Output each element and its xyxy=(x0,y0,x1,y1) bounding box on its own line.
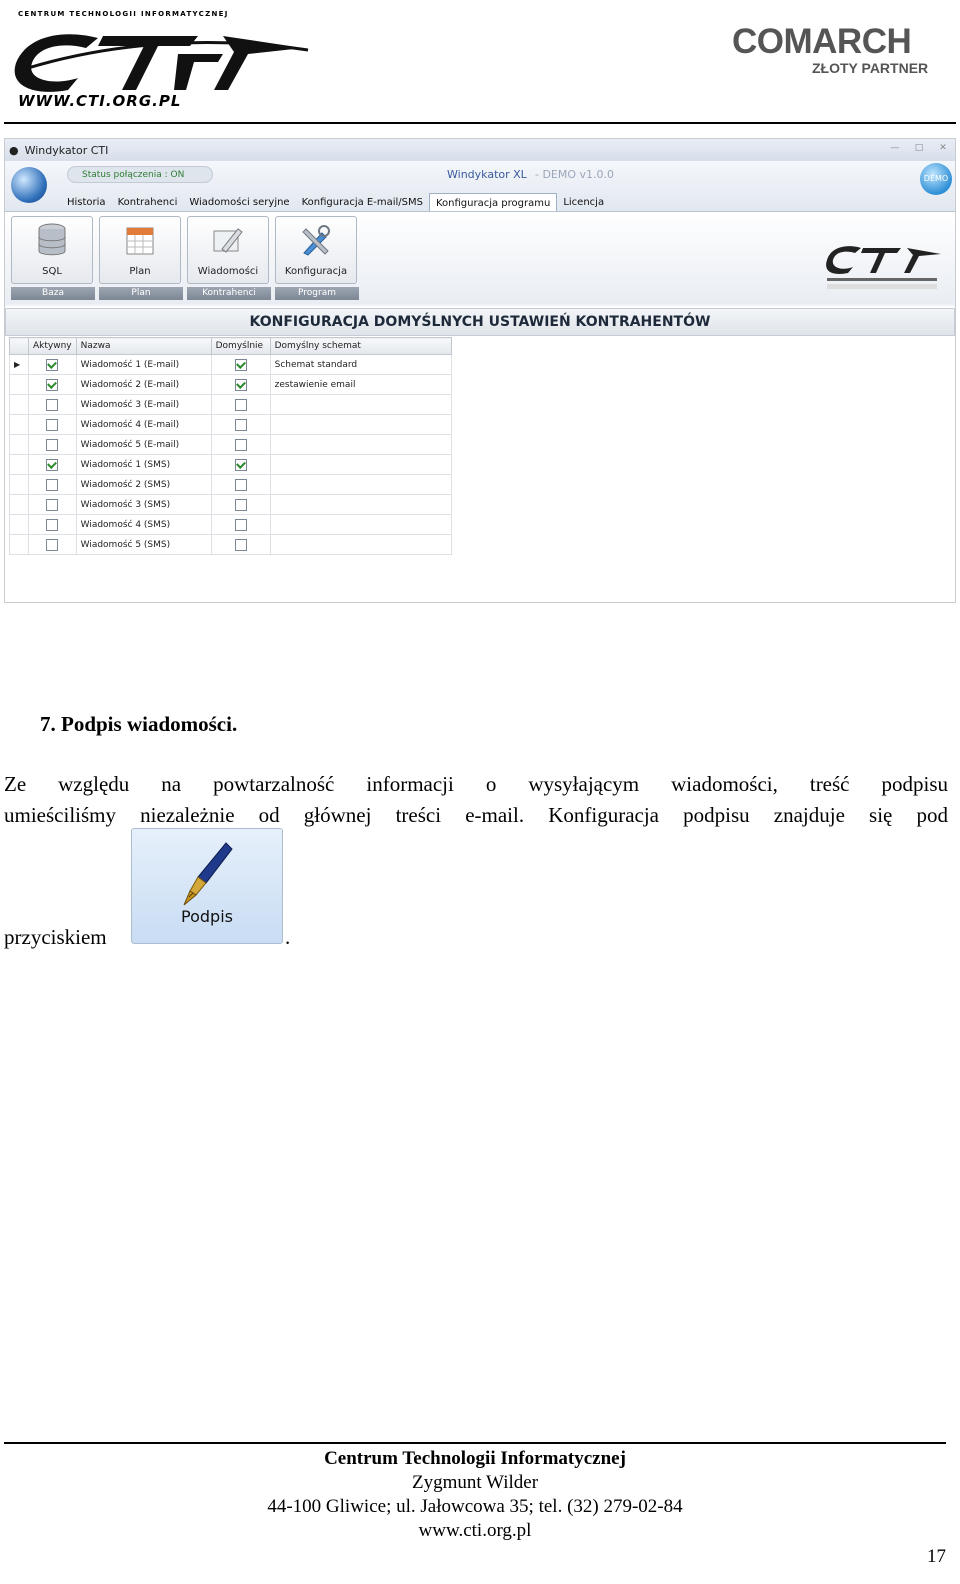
contractor-settings-grid xyxy=(9,337,452,555)
column-header-aktywny[interactable]: Aktywny xyxy=(29,338,77,355)
default-checkbox[interactable] xyxy=(235,499,247,511)
tab-wiadomosci-seryjne[interactable]: Wiadomości seryjne xyxy=(189,197,290,208)
footer-org: Centrum Technologii Informatycznej xyxy=(324,1448,626,1469)
cell-domyslny-schemat[interactable] xyxy=(270,395,451,415)
active-checkbox[interactable] xyxy=(46,379,58,391)
group-baza: Baza xyxy=(11,287,95,300)
cell-domyslny-schemat[interactable] xyxy=(270,455,451,475)
default-checkbox[interactable] xyxy=(235,399,247,411)
active-checkbox[interactable] xyxy=(46,539,58,551)
cell-domyslny-schemat[interactable] xyxy=(270,415,451,435)
cell-aktywny xyxy=(29,535,77,555)
default-checkbox[interactable] xyxy=(235,519,247,531)
cell-domyslny-schemat[interactable] xyxy=(270,435,451,455)
cell-domyslny-schemat[interactable]: zestawienie email xyxy=(270,375,451,395)
default-checkbox[interactable] xyxy=(235,539,247,551)
column-header-domyslnie[interactable]: Domyślnie xyxy=(211,338,270,355)
wiadomosci-button[interactable] xyxy=(187,216,269,284)
fountain-pen-icon xyxy=(176,839,236,909)
default-checkbox[interactable] xyxy=(235,379,247,391)
table-row[interactable] xyxy=(10,395,452,415)
footer-rule xyxy=(4,1442,946,1444)
sql-button[interactable] xyxy=(11,216,93,284)
cell-aktywny xyxy=(29,435,77,455)
app-screenshot xyxy=(4,138,956,603)
cell-nazwa[interactable]: Wiadomość 5 (E-mail) xyxy=(76,435,211,455)
ribbon xyxy=(5,211,955,304)
logo-url: WWW.CTI.ORG.PL xyxy=(18,92,182,110)
calendar-icon xyxy=(124,223,156,257)
group-plan: Plan xyxy=(99,287,183,300)
table-row[interactable] xyxy=(10,455,452,475)
row-selector-header xyxy=(10,338,29,355)
cell-nazwa[interactable]: Wiadomość 3 (SMS) xyxy=(76,495,211,515)
app-icon: ● xyxy=(9,143,19,157)
cell-nazwa[interactable]: Wiadomość 5 (SMS) xyxy=(76,535,211,555)
database-icon xyxy=(36,223,68,257)
row-selector[interactable] xyxy=(10,455,29,475)
column-header-nazwa[interactable]: Nazwa xyxy=(76,338,211,355)
tab-kontrahenci[interactable]: Kontrahenci xyxy=(117,197,178,208)
active-checkbox[interactable] xyxy=(46,519,58,531)
cell-domyslny-schemat[interactable] xyxy=(270,515,451,535)
sql-label: SQL xyxy=(42,266,62,277)
table-row[interactable] xyxy=(10,375,452,395)
table-row[interactable] xyxy=(10,475,452,495)
demo-badge: DEMO xyxy=(920,163,952,195)
cell-domyslnie xyxy=(211,515,270,535)
active-checkbox[interactable] xyxy=(46,479,58,491)
cell-aktywny xyxy=(29,495,77,515)
close-button[interactable]: ✕ xyxy=(939,143,947,153)
table-row[interactable] xyxy=(10,415,452,435)
plan-label: Plan xyxy=(129,266,151,277)
default-checkbox[interactable] xyxy=(235,419,247,431)
app-version: - DEMO v1.0.0 xyxy=(535,168,615,181)
paragraph-line-1: Ze względu na powtarzalność informacji o wysyłającym wiadomości, treść podpisu xyxy=(4,772,948,796)
active-checkbox[interactable] xyxy=(46,399,58,411)
tab-licencja[interactable]: Licencja xyxy=(563,197,605,208)
cell-aktywny xyxy=(29,455,77,475)
cell-aktywny xyxy=(29,415,77,435)
footer-web: www.cti.org.pl xyxy=(418,1520,532,1541)
active-checkbox[interactable] xyxy=(46,439,58,451)
wiadomosci-label: Wiadomości xyxy=(197,266,259,277)
tools-icon xyxy=(300,223,332,257)
podpis-button[interactable] xyxy=(131,828,283,944)
footer-person: Zygmunt Wilder xyxy=(411,1472,539,1493)
default-checkbox[interactable] xyxy=(235,459,247,471)
settings-icon xyxy=(212,223,244,257)
paragraph-line-3: przyciskiem xyxy=(4,925,107,949)
default-checkbox[interactable] xyxy=(235,479,247,491)
cell-domyslnie xyxy=(211,395,270,415)
active-checkbox[interactable] xyxy=(46,459,58,471)
cell-nazwa[interactable]: Wiadomość 4 (SMS) xyxy=(76,515,211,535)
comarch-logo: COMARCH xyxy=(732,22,912,61)
konfiguracja-button[interactable] xyxy=(275,216,357,284)
default-checkbox[interactable] xyxy=(235,439,247,451)
footer-address: 44-100 Gliwice; ul. Jałowcowa 35; tel. (32) 279-02-84 xyxy=(267,1496,683,1517)
cell-nazwa[interactable]: Wiadomość 1 (SMS) xyxy=(76,455,211,475)
group-program: Program xyxy=(275,287,359,300)
app-title: Windykator XL xyxy=(447,168,527,181)
cell-aktywny xyxy=(29,515,77,535)
cell-nazwa[interactable]: Wiadomość 2 (SMS) xyxy=(76,475,211,495)
cell-aktywny xyxy=(29,355,77,375)
tab-historia[interactable]: Historia xyxy=(67,197,106,208)
cell-nazwa[interactable]: Wiadomość 2 (E-mail) xyxy=(76,375,211,395)
active-checkbox[interactable] xyxy=(46,359,58,371)
cell-aktywny xyxy=(29,475,77,495)
header-rule xyxy=(4,122,956,124)
plan-button[interactable] xyxy=(99,216,181,284)
cell-domyslny-schemat[interactable] xyxy=(270,475,451,495)
cell-nazwa[interactable]: Wiadomość 3 (E-mail) xyxy=(76,395,211,415)
cell-domyslnie xyxy=(211,495,270,515)
active-checkbox[interactable] xyxy=(46,499,58,511)
default-checkbox[interactable] xyxy=(235,359,247,371)
tab-konfiguracja-programu[interactable]: Konfiguracja programu xyxy=(429,193,557,214)
row-selector[interactable] xyxy=(10,475,29,495)
column-header-domyslny-schemat[interactable]: Domyślny schemat xyxy=(270,338,451,355)
section-heading: KONFIGURACJA DOMYŚLNYCH USTAWIEŃ KONTRAHENTÓW xyxy=(5,308,955,336)
podpis-label: Podpis xyxy=(181,907,233,926)
row-selector[interactable] xyxy=(10,355,29,375)
window-titlebar xyxy=(5,139,955,161)
section-title: 7. Podpis wiadomości. xyxy=(40,712,238,736)
maximize-button[interactable]: □ xyxy=(914,143,924,153)
cell-domyslnie xyxy=(211,435,270,455)
current-row-arrow-icon: ▶ xyxy=(14,359,21,369)
window-title: Windykator CTI xyxy=(24,143,109,157)
cell-domyslnie xyxy=(211,375,270,395)
tab-konfiguracja-email-sms[interactable]: Konfiguracja E-mail/SMS xyxy=(301,197,423,208)
cell-domyslnie xyxy=(211,475,270,495)
connection-status: Status połączenia : ON xyxy=(67,166,213,183)
konfiguracja-label: Konfiguracja xyxy=(284,266,348,277)
paragraph-end: . xyxy=(285,925,291,949)
group-kontrahenci: Kontrahenci xyxy=(187,287,271,300)
row-selector[interactable] xyxy=(10,515,29,535)
row-selector[interactable] xyxy=(10,415,29,435)
cti-small-logo xyxy=(821,232,945,292)
minimize-button[interactable]: — xyxy=(890,143,900,153)
content-area xyxy=(5,306,955,602)
paragraph-line-2: umieściliśmy niezależnie od głównej treści e-mail. Konfiguracja podpisu znajduje się pod xyxy=(4,803,948,827)
cell-aktywny xyxy=(29,375,77,395)
row-selector[interactable] xyxy=(10,435,29,455)
cell-nazwa[interactable]: Wiadomość 4 (E-mail) xyxy=(76,415,211,435)
table-row[interactable] xyxy=(10,515,452,535)
row-selector[interactable] xyxy=(10,535,29,555)
globe-icon[interactable] xyxy=(11,167,47,203)
table-row[interactable] xyxy=(10,435,452,455)
row-selector[interactable] xyxy=(10,375,29,395)
cell-domyslnie xyxy=(211,455,270,475)
page-number: 17 xyxy=(927,1546,946,1567)
comarch-partner-label: ZŁOTY PARTNER xyxy=(812,60,929,76)
logo-top-text: CENTRUM TECHNOLOGII INFORMATYCZNEJ xyxy=(18,10,229,18)
cell-domyslnie xyxy=(211,535,270,555)
cell-domyslnie xyxy=(211,355,270,375)
active-checkbox[interactable] xyxy=(46,419,58,431)
row-selector[interactable] xyxy=(10,495,29,515)
cell-aktywny xyxy=(29,395,77,415)
cell-domyslny-schemat[interactable]: Schemat standard xyxy=(270,355,451,375)
row-selector[interactable] xyxy=(10,395,29,415)
table-row[interactable] xyxy=(10,535,452,555)
cell-nazwa[interactable]: Wiadomość 1 (E-mail) xyxy=(76,355,211,375)
table-row[interactable] xyxy=(10,355,452,375)
cell-domyslnie xyxy=(211,415,270,435)
grid-body xyxy=(10,355,452,555)
cell-domyslny-schemat[interactable] xyxy=(270,495,451,515)
table-row[interactable] xyxy=(10,495,452,515)
cell-domyslny-schemat[interactable] xyxy=(270,535,451,555)
